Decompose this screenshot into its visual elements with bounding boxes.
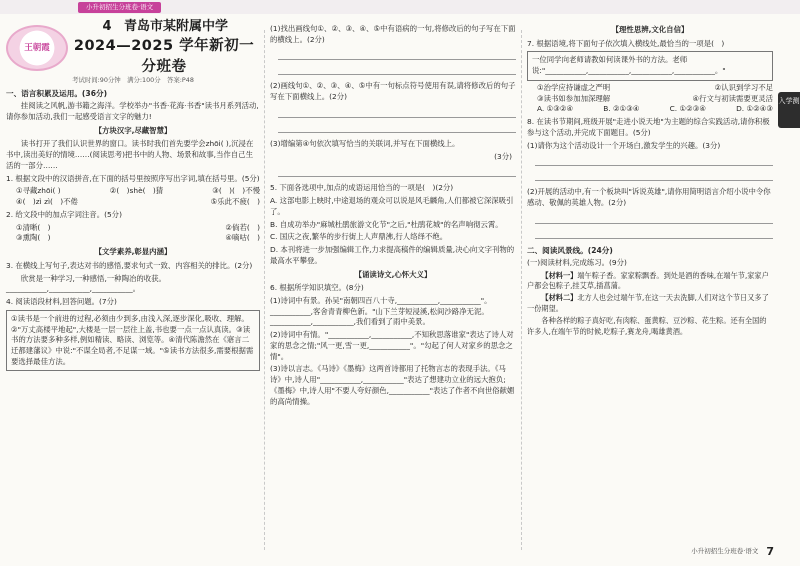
item: ④行文与初读需要更灵活 (692, 93, 773, 103)
choice[interactable]: D. ①②④③ (736, 104, 773, 114)
subheading: 【理性思辨,文化自信】 (611, 25, 689, 34)
option[interactable]: ①寻藏zhōi( ) (16, 186, 61, 196)
answer-line[interactable] (535, 155, 773, 166)
item: ③读书如参加加深理解 (537, 93, 611, 103)
question-2: 2. 给文段中的加点字词注音。(5分) (6, 209, 122, 219)
brand-logo: 王朝霞 (6, 25, 68, 71)
page-footer (691, 544, 774, 560)
question-8-2: (2)开展的活动中,有一个板块叫"诉说英雄",请你用简明语言介绍小说中令你感动、敬佩的英雄人物。(2分) (527, 187, 771, 208)
option[interactable]: ③( )( )不慢 (212, 186, 260, 196)
question-8: 8. 在读书节期间,班级开展"走进小说天地"为主题的综合实践活动,请你积极参与这个活动,并完成下面题目。(5分) (527, 117, 770, 137)
question-4-1: (1)找出画线句①、②、③、④、⑤中有语病的一句,将修改后的句子写在下面的横线上。(2分) (270, 24, 516, 44)
answer-line[interactable] (278, 166, 516, 177)
question-7-choices (527, 104, 773, 115)
material-text: 各种各样的粽子真好吃,有肉粽、蛋黄粽、豆沙粽、花生粽。还有全国的许多人,在端午节的时候,吃粽子,赛龙舟,喝雄黄酒。 (527, 315, 767, 336)
points-label: (3分) (494, 151, 512, 161)
question-7-items (527, 83, 773, 94)
question-7-items (527, 94, 773, 105)
footer-text: 小升初招生分班卷·语文 (691, 547, 759, 556)
option[interactable]: ④嘀咕( ) (225, 233, 260, 243)
school-title: 青岛市某附属中学 (123, 18, 228, 34)
exam-number: 4 (102, 18, 112, 34)
question-3: 3. 在横线上写句子,表达对书的感悟,要求句式一致、内容相关的排比。(2分) (6, 260, 253, 270)
banner-tag: 小升初招生分班卷·语文 (78, 2, 161, 13)
subheading: 【诵读诗文,心怀大义】 (354, 269, 432, 279)
question-2-options (6, 233, 260, 244)
item: ②认识到学习不足 (714, 82, 773, 92)
question-4-passage: ①读书是一个前进的过程,必须由少到多,由浅入深,逐步深化,吸收、理解。②"万丈高楼平地起",大楼是一层一层往上盖,书也要一点一点认真读。③读书的方法要多种多样,例如精读、略读、浏览等。④清代陈澹然在《寤言二迁都建藩议》中说:"不谋全局者,不足谋一域。"⑤读书方法很多,需要根据需要选择最佳方法。 (6, 310, 260, 372)
section-heading: 一、语言积累及运用。(36分) (6, 89, 108, 99)
option[interactable]: ⑤乐此不疲( ) (210, 197, 260, 207)
question-1-options (6, 186, 260, 197)
item: ①治学应持谦虚之严明 (537, 82, 611, 92)
question-2-options (6, 223, 260, 234)
option-d[interactable]: D. 本刊将进一步加强编辑工作,力求提高稿件的编辑质量,决心向文字刊物的最高水平攀登。 (270, 245, 515, 265)
side-tab: 入学测 (778, 92, 800, 128)
subheading: 【文学素养,彰显内涵】 (94, 247, 172, 257)
answer-line[interactable] (535, 213, 773, 224)
option[interactable]: ①清晰( ) (16, 222, 51, 232)
column-divider (264, 30, 265, 550)
answer-line[interactable] (535, 170, 773, 181)
intro-text: 挂阅读之风帆,游书籍之海洋。学校举办"书香·花海·书香"读书月系列活动,请你参加活动,我们一起感受语言文字的魅力! (6, 101, 259, 122)
question-5: 5. 下面各选项中,加点的成语运用恰当的一项是( )(2分) (270, 183, 454, 193)
option[interactable]: ④( )zì zì( )不倦 (16, 197, 78, 207)
question-6-3[interactable]: (3)诗以言志。《马诗》《墨梅》这两首诗都用了托物言志的表现手法。《马诗》中,诗人用"___________,___________"表达了想建功立业的远大抱负;《墨梅》中,诗人用"不要人夸好颜色,___________"表达了作者不向世俗献媚的高尚情操。 (270, 364, 515, 406)
material-text: 端午粽子香。家家粽飘香。到处是酒的香味,在端午节,家家户户都会包粽子,挂艾草,插菖蒲。 (527, 270, 769, 291)
option[interactable]: ②( )shè( )猜 (109, 186, 164, 196)
question-7: 7. 根据语境,将下面句子依次填入横线处,最恰当的一项是( ) (527, 38, 725, 48)
material-label: 【材料一】 (541, 270, 578, 280)
question-3-text[interactable]: 欣赏是一种学习,一种感悟,一种陶冶的收获。___________,___________,___________。 (6, 273, 166, 294)
section-heading: 二、阅读风景线。(24分) (527, 245, 613, 255)
subheading: 【方块汉字,尽藏智慧】 (94, 125, 172, 135)
reading-material (527, 271, 773, 338)
answer-line[interactable] (278, 107, 516, 118)
reading-heading: (一)阅读材料,完成练习。(9分) (527, 257, 627, 267)
question-4-2: (2)画线句①、②、③、④、⑤中有一句标点符号使用有误,请将修改后的句子写在下面横线上。(2分) (270, 81, 516, 102)
reading-paragraph: 读书打开了我们认识世界的窗口。读书时我们首先要学会zhōi( ),沉浸在书中,读出美好的情境……(阅读思考)把书中的人物、场景和故事,当作自己生活的一部分…… (6, 139, 254, 170)
question-8-1: (1)请你为这个活动设计一个开场白,激发学生的兴趣。(3分) (527, 140, 721, 150)
question-6: 6. 根据所学知识填空。(8分) (270, 283, 364, 293)
exam-meta: 考试时间:90分钟 满分:100分 答案:P48 (72, 76, 194, 84)
choice[interactable]: C. ①②③④ (669, 104, 706, 114)
column-divider (521, 30, 522, 550)
choice[interactable]: B. ②①③④ (603, 104, 640, 114)
answer-line[interactable] (278, 64, 516, 75)
answer-line[interactable] (278, 49, 516, 60)
exam-title: 2024—2025 学年新初一分班卷 (73, 38, 255, 76)
option-c[interactable]: C. 国庆之夜,繁华的步行街上人声鼎沸,行人络绎不绝。 (270, 232, 448, 242)
column-2 (270, 22, 516, 409)
question-7-passage: 一位同学向老师请教如何读课外书的方法。老师说:"___________,___________,___________,___________。" (527, 51, 773, 80)
question-6-2[interactable]: (2)诗词中有情。"___________,___________,不知秋思落谁家"表达了诗人对家的思念之情;"风一更,雪一更,___________"。"勾起了何人对家乡的思念之情"。 (270, 330, 514, 361)
question-6-1[interactable]: (1)诗词中有景。孙吴"南朝四百八十寺,___________,___________"。___________,客舍青青柳色新。"山下兰芽短浸溪,松间沙路净无泥。___________,___________,我们看到了雨中美景。 (270, 296, 492, 327)
option-a[interactable]: A. 这部电影上映时,中途退场的观众可以说是风毛麟角,人们都被它深深吸引了。 (270, 196, 514, 216)
option[interactable]: ②倘若( ) (225, 222, 260, 232)
option-b[interactable]: B. 自成功举办"麻城杜鹃旅游文化节"之后,"杜鹃花城"的名声响彻云霄。 (270, 219, 503, 229)
question-1: 1. 根据文段中的汉语拼音,在下面的括号里按照序写出字词,填在括号里。(5分) (6, 173, 260, 183)
column-3 (527, 22, 773, 338)
column-1 (6, 18, 260, 373)
answer-line[interactable] (278, 122, 516, 133)
exam-header (6, 18, 260, 76)
answer-line[interactable] (535, 228, 773, 239)
option[interactable]: ③熏陶( ) (16, 233, 51, 243)
page-number: 7 (766, 545, 774, 559)
material-text: 北方人也会过端午节,在这一天去洗脚,人们对这个节日又多了一份期望。 (527, 293, 769, 313)
question-4-3: (3)增编第④句依次填写恰当的关联词,并写在下面横线上。 (270, 138, 460, 148)
material-label: 【材料二】 (541, 293, 578, 303)
choice[interactable]: A. ①③②④ (537, 104, 574, 114)
question-1-options (6, 197, 260, 208)
title-block (68, 18, 260, 79)
question-4: 4. 阅读语段材料,回答问题。(7分) (6, 297, 117, 307)
